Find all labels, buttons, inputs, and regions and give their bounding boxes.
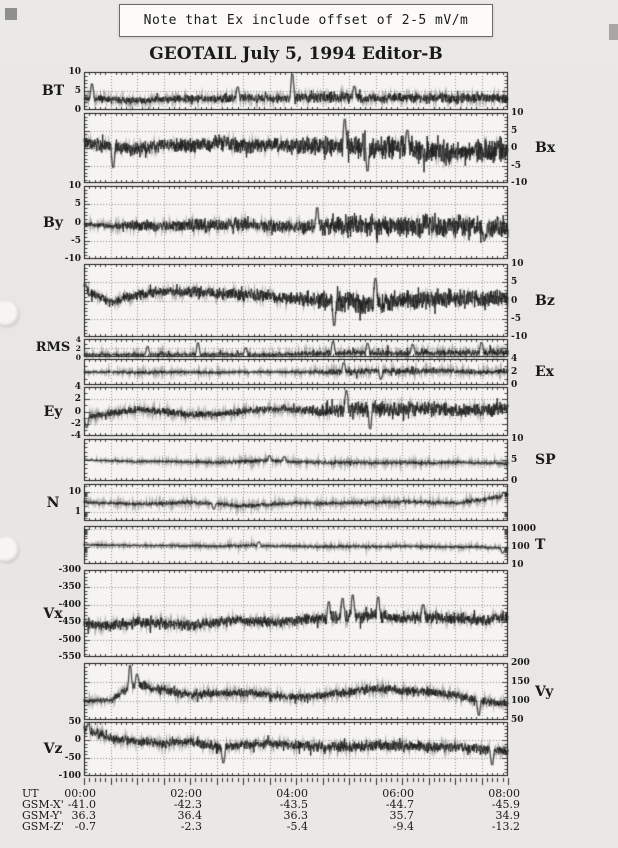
tick-label-bz: 10 <box>511 259 524 270</box>
axis-value: 34.9 <box>495 809 520 822</box>
tick-label-ey: 0 <box>74 406 81 417</box>
tick-label-vy: 50 <box>511 715 524 726</box>
axis-value: -0.7 <box>74 820 96 833</box>
tick-label-bt: 10 <box>68 67 81 78</box>
axis-value: -45.9 <box>491 798 520 811</box>
tick-label-vz: 0 <box>74 735 81 746</box>
axis-value: 04:00 <box>276 787 308 800</box>
panel-label-n: N <box>46 494 60 511</box>
tick-label-sp: 5 <box>511 455 518 466</box>
tick-label-bx: -5 <box>511 160 521 171</box>
axis-value: -42.3 <box>173 798 202 811</box>
tick-label-vz: -50 <box>64 753 81 764</box>
axis-value: 36.4 <box>177 809 202 822</box>
tick-label-vx: -550 <box>58 652 81 663</box>
axis-value: -43.5 <box>279 798 308 811</box>
axis-row-label-ut: UT <box>22 787 39 800</box>
panel-label-vy: Vy <box>535 683 554 700</box>
panel-label-by: By <box>43 214 63 231</box>
tick-label-by: 0 <box>74 217 81 228</box>
tick-label-t: 10 <box>511 559 524 570</box>
tick-label-vx: -300 <box>58 565 81 576</box>
tick-label-n: 1 <box>74 506 81 517</box>
tick-label-bz: -10 <box>511 332 528 343</box>
panel-label-bz: Bz <box>535 292 555 309</box>
axis-value: 36.3 <box>283 809 308 822</box>
tick-label-vy: 100 <box>511 696 530 707</box>
tick-label-bx: 10 <box>511 108 524 119</box>
tick-label-ey: 4 <box>74 382 81 393</box>
tick-label-sp: 0 <box>511 476 518 487</box>
axis-value: -2.3 <box>180 820 202 833</box>
tick-label-vx: -450 <box>58 617 81 628</box>
tick-label-ey: 2 <box>74 394 81 405</box>
tick-label-by: -5 <box>71 235 81 246</box>
panel-label-ex: Ex <box>535 364 555 380</box>
tick-label-vz: 50 <box>68 717 81 728</box>
tick-label-by: -10 <box>64 254 81 265</box>
tick-label-by: 10 <box>68 181 81 192</box>
tick-label-vy: 150 <box>511 677 530 688</box>
tick-label-rms: 4 <box>75 334 81 344</box>
panel-label-sp: SP <box>535 452 556 468</box>
tick-label-rms: 2 <box>75 343 81 353</box>
axis-row-label-gsmx: GSM-X' <box>22 798 64 811</box>
panel-label-ey: Ey <box>43 403 63 420</box>
tick-label-bt: 5 <box>74 86 81 97</box>
axis-value: 35.7 <box>389 809 414 822</box>
axis-value: 06:00 <box>382 787 414 800</box>
tick-label-bx: 5 <box>511 125 518 136</box>
tick-label-vx: -350 <box>58 582 81 593</box>
tick-label-ex: 4 <box>511 354 518 365</box>
axis-row-label-gsmy: GSM-Y' <box>22 809 63 822</box>
tick-label-bx: 0 <box>511 143 518 154</box>
panel-label-bx: Bx <box>535 140 556 156</box>
tick-label-bz: 0 <box>511 295 518 306</box>
tick-label-sp: 10 <box>511 434 524 445</box>
tick-label-bt: 0 <box>74 105 81 116</box>
axis-row-label-gsmz: GSM-Z' <box>22 820 64 833</box>
axis-value: -41.0 <box>67 798 96 811</box>
tick-label-ey: -2 <box>71 418 81 429</box>
axis-value: -13.2 <box>491 820 520 833</box>
tick-label-bz: -5 <box>511 313 521 324</box>
tick-label-ex: 2 <box>511 367 518 378</box>
tick-label-vy: 200 <box>511 658 530 669</box>
tick-label-bx: -10 <box>511 178 528 189</box>
tick-label-bz: 5 <box>511 277 518 288</box>
tick-label-vx: -400 <box>58 599 81 610</box>
tick-label-t: 1000 <box>511 524 537 535</box>
tick-label-ex: 0 <box>511 380 518 391</box>
axis-value: 02:00 <box>170 787 202 800</box>
panel-label-t: T <box>535 537 546 553</box>
panel-label-vz: Vz <box>43 741 63 757</box>
tick-label-t: 100 <box>511 541 530 552</box>
panel-label-rms: RMS <box>35 340 71 355</box>
tick-label-rms: 0 <box>75 352 81 362</box>
axis-value: 08:00 <box>488 787 520 800</box>
panel-label-vx: Vx <box>43 605 63 622</box>
axis-value: 00:00 <box>64 787 96 800</box>
axis-value: -9.4 <box>392 820 414 833</box>
axis-value: -44.7 <box>385 798 414 811</box>
tick-label-n: 10 <box>68 486 81 497</box>
tick-label-by: 5 <box>74 199 81 210</box>
panel-label-bt: BT <box>41 83 65 99</box>
axis-value: -5.4 <box>286 820 308 833</box>
axis-value: 36.3 <box>71 809 96 822</box>
tick-label-vz: -100 <box>58 771 81 782</box>
tick-label-ey: -4 <box>71 431 81 442</box>
tick-label-vx: -500 <box>58 634 81 645</box>
